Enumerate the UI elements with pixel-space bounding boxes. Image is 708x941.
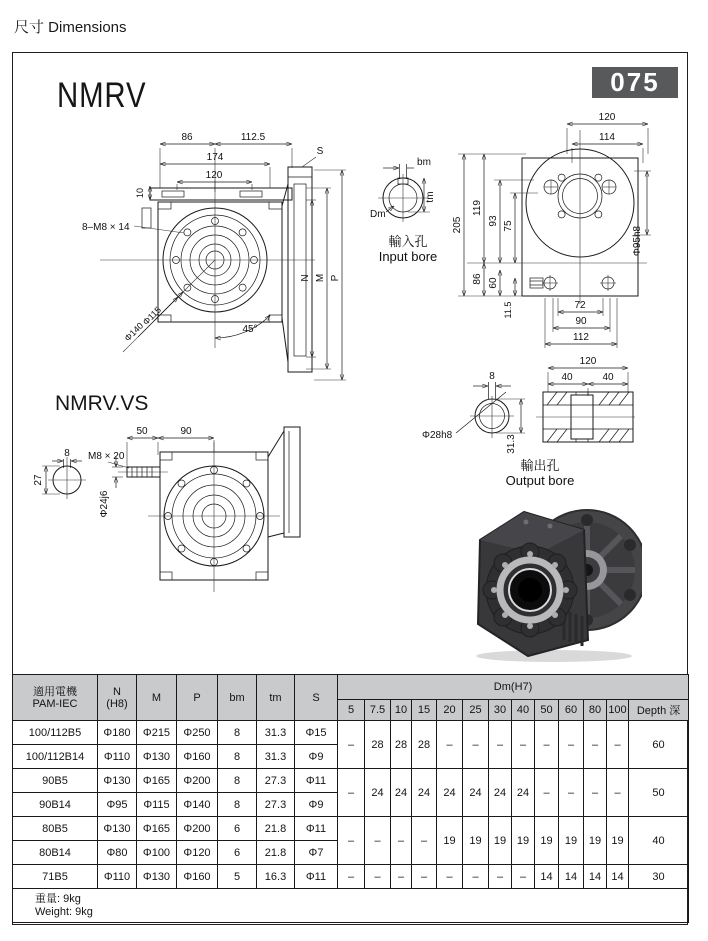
cell-tm: 21.8 xyxy=(257,817,295,841)
cell-dm: – xyxy=(512,865,535,889)
dim-s-label: S xyxy=(316,146,324,157)
page-title: 尺寸 Dimensions xyxy=(14,19,127,36)
dim-40a-label: 40 xyxy=(561,372,573,383)
cell-n: Φ130 xyxy=(98,817,137,841)
table-row xyxy=(13,769,689,793)
dim-m-label: M xyxy=(315,273,326,283)
gearbox-photo xyxy=(466,492,642,664)
cell-p: Φ160 xyxy=(177,745,218,769)
cell-p: Φ140 xyxy=(177,793,218,817)
dim-tm-label: tm xyxy=(425,191,436,203)
output-bore-label-cn: 輸出孔 xyxy=(520,458,560,473)
cell-dm: – xyxy=(535,721,559,769)
cell-dm: 19 xyxy=(607,817,629,865)
cell-motor: 80B14 xyxy=(13,841,98,865)
dim-dm-label: Dm xyxy=(370,209,386,220)
col-header-tm: tm xyxy=(257,675,295,721)
dim-8-label: 8 xyxy=(489,371,495,382)
cell-n: Φ110 xyxy=(98,745,137,769)
cell-dm: – xyxy=(437,865,463,889)
cell-dm: – xyxy=(365,817,391,865)
dim-8-label: 8 xyxy=(64,448,70,459)
cell-p: Φ160 xyxy=(177,865,218,889)
dim-72-label: 72 xyxy=(574,300,586,311)
dim-90-label: 90 xyxy=(180,426,192,437)
cell-dm: 24 xyxy=(463,769,489,817)
cell-dm: – xyxy=(463,865,489,889)
cell-dm: 14 xyxy=(559,865,584,889)
cell-dm: – xyxy=(437,721,463,769)
dm-col-header: 5 xyxy=(338,700,365,721)
cell-tm: 27.3 xyxy=(257,769,295,793)
cell-p: Φ200 xyxy=(177,769,218,793)
cell-bm: 8 xyxy=(218,793,257,817)
thread-label: M8 × 20 xyxy=(88,451,125,462)
cell-dm: 19 xyxy=(437,817,463,865)
cell-dm: 19 xyxy=(489,817,512,865)
cell-dm: 24 xyxy=(512,769,535,817)
output-bore-drawing xyxy=(420,352,635,464)
cell-tm: 31.3 xyxy=(257,721,295,745)
cell-n: Φ130 xyxy=(98,769,137,793)
cell-depth: 60 xyxy=(629,721,689,769)
input-bore-label-cn: 輸入孔 xyxy=(388,234,428,249)
cell-m: Φ130 xyxy=(137,745,177,769)
cell-dm: 24 xyxy=(365,769,391,817)
cell-bm: 8 xyxy=(218,721,257,745)
cell-dm: – xyxy=(584,769,607,817)
cell-motor: 80B5 xyxy=(13,817,98,841)
dim-n-label: N xyxy=(300,274,311,282)
dm-col-header: 100 xyxy=(607,700,629,721)
table-footer-row xyxy=(13,889,689,923)
cell-dm: 14 xyxy=(584,865,607,889)
cell-dm: 14 xyxy=(607,865,629,889)
cell-m: Φ215 xyxy=(137,721,177,745)
dim-90-label: 90 xyxy=(575,316,587,327)
col-header-depth: Depth 深 xyxy=(629,700,689,721)
dia-24-label: Φ24j6 xyxy=(99,490,110,518)
dim-120-label: 120 xyxy=(598,112,616,123)
cell-motor: 90B14 xyxy=(13,793,98,817)
cell-dm: 19 xyxy=(584,817,607,865)
cell-bm: 5 xyxy=(218,865,257,889)
dm-col-header: 50 xyxy=(535,700,559,721)
cell-dm: 14 xyxy=(535,865,559,889)
cell-dm: 19 xyxy=(535,817,559,865)
output-bore-label-en: Output bore xyxy=(505,473,575,488)
output-bore-caption xyxy=(478,458,602,488)
table-row xyxy=(13,865,689,889)
cell-dm: – xyxy=(535,769,559,817)
cell-p: Φ250 xyxy=(177,721,218,745)
cell-n: Φ95 xyxy=(98,793,137,817)
dim-60-label: 60 xyxy=(488,277,499,289)
size-badge: 075 xyxy=(592,67,678,98)
bolt-note-label: 8–M8 × 14 xyxy=(82,222,130,233)
dm-col-header: 80 xyxy=(584,700,607,721)
cell-s: Φ15 xyxy=(295,721,338,745)
header-row-1 xyxy=(13,675,689,700)
cell-motor: 100/112B5 xyxy=(13,721,98,745)
col-header-n: N (H8) xyxy=(98,675,137,721)
cell-dm: – xyxy=(489,865,512,889)
dim-27-label: 27 xyxy=(33,474,44,486)
cell-dm: 24 xyxy=(412,769,437,817)
cell-depth: 30 xyxy=(629,865,689,889)
cell-s: Φ7 xyxy=(295,841,338,865)
cell-n: Φ180 xyxy=(98,721,137,745)
cell-bm: 8 xyxy=(218,745,257,769)
cell-dm: 24 xyxy=(489,769,512,817)
dim-86-label: 86 xyxy=(181,132,193,143)
cell-dm: 28 xyxy=(391,721,412,769)
cell-s: Φ9 xyxy=(295,793,338,817)
cell-dm: – xyxy=(338,769,365,817)
dim-40b-label: 40 xyxy=(602,372,614,383)
dm-col-header: 25 xyxy=(463,700,489,721)
motor-header-en: PAM-IEC xyxy=(32,697,78,710)
cell-dm: – xyxy=(512,721,535,769)
dm-col-header: 7.5 xyxy=(365,700,391,721)
motor-header-cn: 適用電機 xyxy=(33,685,77,698)
cell-depth: 40 xyxy=(629,817,689,865)
cell-motor: 71B5 xyxy=(13,865,98,889)
dim-93-label: 93 xyxy=(488,215,499,227)
side-view-drawing xyxy=(442,108,688,358)
dm-col-header: 30 xyxy=(489,700,512,721)
cell-p: Φ200 xyxy=(177,817,218,841)
nmrv-front-view-drawing xyxy=(80,122,380,398)
dim-bm-label: bm xyxy=(417,157,431,168)
dia-140-label: Φ140 xyxy=(122,320,146,344)
cell-s: Φ9 xyxy=(295,745,338,769)
cell-n: Φ110 xyxy=(98,865,137,889)
cell-dm: – xyxy=(338,721,365,769)
cell-dm: – xyxy=(412,817,437,865)
cell-tm: 27.3 xyxy=(257,793,295,817)
table-row xyxy=(13,721,689,745)
cell-dm: – xyxy=(584,721,607,769)
dm-col-header: 10 xyxy=(391,700,412,721)
col-header-p: P xyxy=(177,675,218,721)
col-header-dm-group: Dm(H7) xyxy=(338,675,689,700)
dim-50-label: 50 xyxy=(136,426,148,437)
nmrv-vs-drawing xyxy=(28,415,316,650)
dm-col-header: 20 xyxy=(437,700,463,721)
dim-p-label: P xyxy=(330,274,341,282)
dim-75-label: 75 xyxy=(503,220,514,232)
dimensions-table xyxy=(12,674,689,923)
cell-dm: – xyxy=(365,865,391,889)
cell-bm: 6 xyxy=(218,841,257,865)
dim-112-label: 112 xyxy=(573,332,589,343)
cell-dm: – xyxy=(463,721,489,769)
cell-m: Φ165 xyxy=(137,817,177,841)
cell-m: Φ130 xyxy=(137,865,177,889)
cell-m: Φ100 xyxy=(137,841,177,865)
cell-n: Φ80 xyxy=(98,841,137,865)
dia-28-label: Φ28h8 xyxy=(422,430,453,441)
col-header-bm: bm xyxy=(218,675,257,721)
dia-95-label: Φ95h8 xyxy=(632,225,643,257)
dia-115-label: Φ115 xyxy=(140,304,164,328)
dm-col-header: 40 xyxy=(512,700,535,721)
dim-10-label: 10 xyxy=(135,187,145,199)
col-header-m: M xyxy=(137,675,177,721)
cell-m: Φ115 xyxy=(137,793,177,817)
table-row xyxy=(13,817,689,841)
cell-dm: – xyxy=(607,721,629,769)
dim-31-3-label: 31.3 xyxy=(506,434,517,454)
col-header-motor xyxy=(13,675,98,721)
dim-120-label: 120 xyxy=(579,356,597,367)
cell-bm: 6 xyxy=(218,817,257,841)
dm-col-header: 15 xyxy=(412,700,437,721)
cell-dm: – xyxy=(412,865,437,889)
cell-dm: 19 xyxy=(512,817,535,865)
cell-dm: 28 xyxy=(412,721,437,769)
dim-174-label: 174 xyxy=(206,152,224,163)
input-bore-label-en: Input bore xyxy=(378,249,438,264)
cell-p: Φ120 xyxy=(177,841,218,865)
cell-dm: – xyxy=(391,865,412,889)
cell-dm: 24 xyxy=(437,769,463,817)
angle-45-label: 45° xyxy=(242,324,258,335)
cell-dm: – xyxy=(489,721,512,769)
cell-dm: 19 xyxy=(559,817,584,865)
dim-119-label: 119 xyxy=(472,200,483,216)
dim-114-label: 114 xyxy=(599,132,615,143)
dim-120-label: 120 xyxy=(205,170,223,181)
cell-dm: – xyxy=(559,769,584,817)
cell-dm: – xyxy=(559,721,584,769)
vs-model-title: NMRV.VS xyxy=(55,392,149,415)
cell-depth: 50 xyxy=(629,769,689,817)
cell-dm: – xyxy=(607,769,629,817)
cell-dm: – xyxy=(338,865,365,889)
cell-motor: 100/112B14 xyxy=(13,745,98,769)
col-header-s: S xyxy=(295,675,338,721)
weight-note xyxy=(13,889,689,923)
cell-dm: – xyxy=(338,817,365,865)
dm-col-header: 60 xyxy=(559,700,584,721)
model-title: NMRV xyxy=(57,76,147,115)
dim-11-5-label: 11.5 xyxy=(503,301,513,319)
cell-tm: 16.3 xyxy=(257,865,295,889)
cell-dm: 19 xyxy=(463,817,489,865)
dim-86-label: 86 xyxy=(472,273,483,285)
cell-s: Φ11 xyxy=(295,769,338,793)
cell-tm: 21.8 xyxy=(257,841,295,865)
cell-motor: 90B5 xyxy=(13,769,98,793)
weight-en: Weight: 9kg xyxy=(35,905,93,918)
cell-m: Φ165 xyxy=(137,769,177,793)
cell-s: Φ11 xyxy=(295,865,338,889)
dim-205-label: 205 xyxy=(452,216,463,234)
weight-cn: 重量: 9kg xyxy=(35,892,81,905)
dim-112-5-label: 112.5 xyxy=(240,132,266,143)
cell-dm: 24 xyxy=(391,769,412,817)
cell-dm: – xyxy=(391,817,412,865)
cell-bm: 8 xyxy=(218,769,257,793)
cell-dm: 28 xyxy=(365,721,391,769)
cell-tm: 31.3 xyxy=(257,745,295,769)
cell-s: Φ11 xyxy=(295,817,338,841)
